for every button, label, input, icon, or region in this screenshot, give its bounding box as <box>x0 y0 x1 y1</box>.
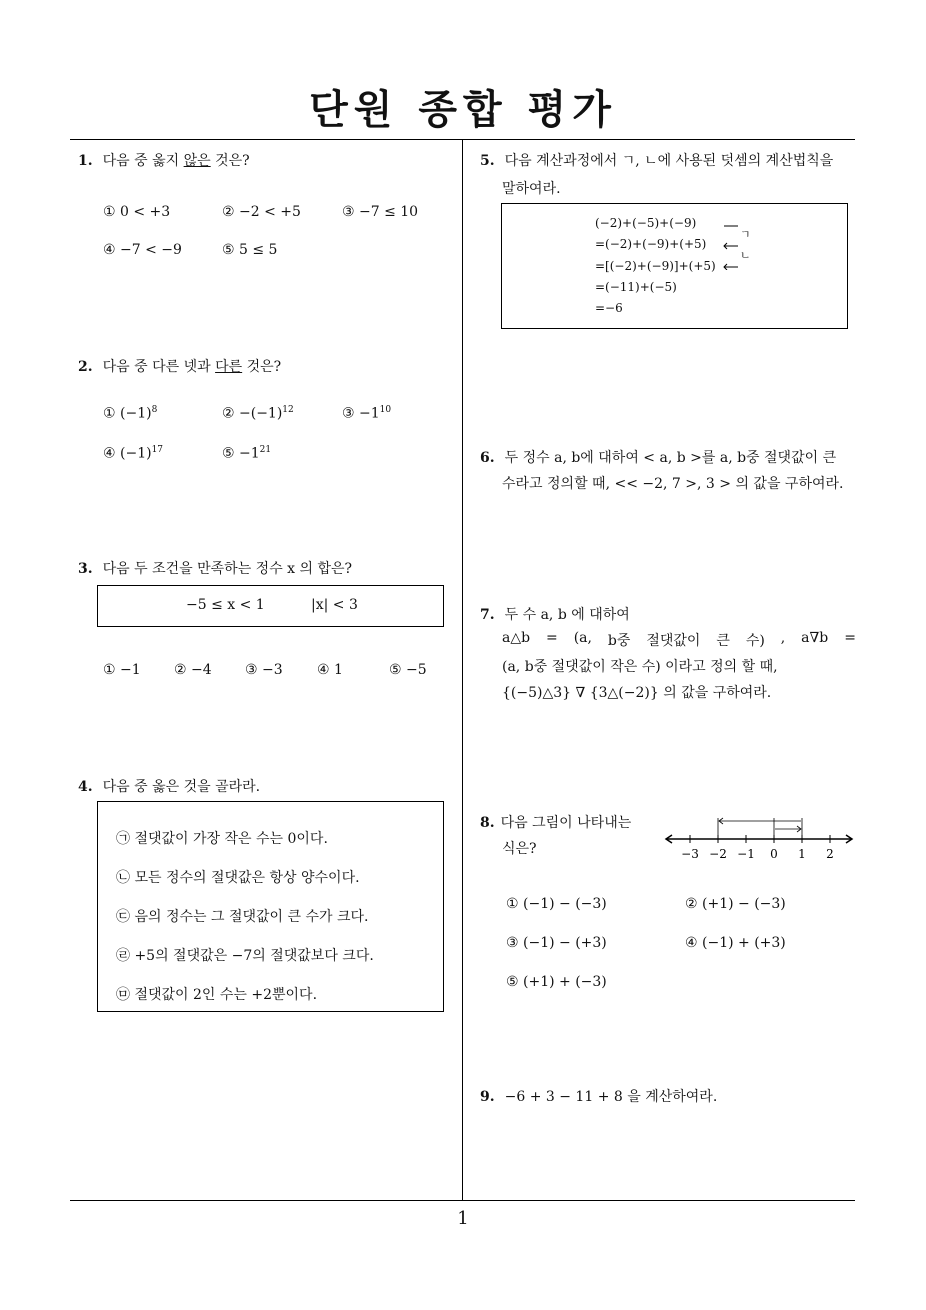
question-6-line-2: 수라고 정의할 때, << −2, 7 >, 3 > 의 값을 구하여라. <box>502 476 844 492</box>
column-divider <box>462 140 463 1201</box>
question-number: 1. <box>78 153 93 169</box>
question-7: 7. 두 수 a, b 에 대하여 <box>480 607 630 623</box>
choice-2[interactable]: ② −2 < +5 <box>222 204 301 220</box>
choice-1[interactable]: ① 0 < +3 <box>103 204 171 220</box>
condition-1: −5 ≤ x < 1 <box>186 597 265 613</box>
choice-5[interactable]: ⑤ $-1^{21}$ <box>222 445 272 462</box>
question-5: 5. 다음 계산과정에서 ㄱ, ㄴ에 사용된 덧셈의 계산법칙을 <box>480 153 834 169</box>
choice-4[interactable]: ④ −7 < −9 <box>103 242 182 258</box>
tick-label: −2 <box>709 847 727 861</box>
tick-label: −1 <box>737 847 755 861</box>
choice-1[interactable]: ① −1 <box>103 662 141 678</box>
choice-4[interactable]: ④ (−1) + (+3) <box>685 935 786 951</box>
question-8-line-2: 식은? <box>502 841 537 857</box>
tick-label: 2 <box>826 847 834 861</box>
page-title: 단원 종합 평가 <box>309 87 617 133</box>
choice-3[interactable]: ③ −3 <box>245 662 283 678</box>
number-line-diagram <box>660 810 860 864</box>
statement-item: ㉣ +5의 절댓값은 −7의 절댓값보다 크다. <box>116 948 374 964</box>
statement-item: ㉤ 절댓값이 2인 수는 +2뿐이다. <box>116 987 318 1003</box>
question-9: 9. −6 + 3 − 11 + 8 을 계산하여라. <box>480 1089 718 1105</box>
question-number: 9. <box>480 1089 495 1105</box>
statement-box <box>97 801 444 1012</box>
choice-5[interactable]: ⑤ −5 <box>389 662 427 678</box>
condition-2: |x| < 3 <box>311 597 358 613</box>
question-5-line-2: 말하여라. <box>502 181 561 197</box>
question-number: 7. <box>480 607 495 623</box>
question-number: 4. <box>78 779 93 795</box>
choice-3[interactable]: ③ $-1^{10}$ <box>342 405 392 422</box>
choice-2[interactable]: ② (+1) − (−3) <box>685 896 786 912</box>
question-1: 1. 다음 중 옳지 않은 것은? <box>78 153 250 169</box>
tick-label: 0 <box>770 847 778 861</box>
choice-2[interactable]: ② −4 <box>174 662 212 678</box>
tick-label: 1 <box>798 847 806 861</box>
question-2: 2. 다음 중 다른 넷과 다른 것은? <box>78 359 282 375</box>
statement-item: ㉠ 절댓값이 가장 작은 수는 0이다. <box>116 831 328 847</box>
choice-5[interactable]: ⑤ 5 ≤ 5 <box>222 242 278 258</box>
question-8: 8. 다음 그림이 나타내는 <box>480 815 632 831</box>
choice-1[interactable]: ① $(-1)^8$ <box>103 405 158 422</box>
question-4: 4. 다음 중 옳은 것을 골라라. <box>78 779 261 795</box>
mark-giyeok: ㄱ <box>740 228 751 241</box>
tick-label: −3 <box>681 847 699 861</box>
statement-item: ㉡ 모든 정수의 절댓값은 항상 양수이다. <box>116 870 360 886</box>
calc-line: =−6 <box>595 301 623 315</box>
choice-4[interactable]: ④ $(-1)^{17}$ <box>103 445 164 462</box>
condition-box <box>97 585 444 627</box>
question-6: 6. 두 정수 a, b에 대하여 < a, b >를 a, b중 절댓값이 큰 <box>480 450 837 466</box>
choice-2[interactable]: ② $-(-1)^{12}$ <box>222 405 294 422</box>
question-3: 3. 다음 두 조건을 만족하는 정수 x 의 합은? <box>78 561 353 577</box>
calc-line: (−2)+(−5)+(−9) <box>595 216 697 230</box>
bottom-divider <box>70 1200 855 1201</box>
question-7-line-4: {(−5)△3} ∇ {3△(−2)} 의 값을 구하여라. <box>502 685 772 701</box>
choice-1[interactable]: ① (−1) − (−3) <box>506 896 607 912</box>
question-number: 2. <box>78 359 93 375</box>
question-number: 3. <box>78 561 93 577</box>
question-7-line-3: (a, b중 절댓값이 작은 수) 이라고 정의 할 때, <box>502 659 778 675</box>
choice-4[interactable]: ④ 1 <box>317 662 343 678</box>
choice-5[interactable]: ⑤ (+1) + (−3) <box>506 974 607 990</box>
question-number: 8. <box>480 815 495 831</box>
question-7-line-2: a△b = (a, b중 절댓값이 큰 수) , a∇b = <box>502 630 856 649</box>
statement-item: ㉢ 음의 정수는 그 절댓값이 큰 수가 크다. <box>116 909 369 925</box>
calc-line: =(−11)+(−5) <box>595 280 677 294</box>
calc-line: =[(−2)+(−9)]+(+5) <box>595 259 716 273</box>
mark-nieun: ㄴ <box>740 249 751 262</box>
choice-3[interactable]: ③ −7 ≤ 10 <box>342 204 419 220</box>
calculation-box <box>501 203 848 329</box>
question-number: 5. <box>480 153 495 169</box>
question-number: 6. <box>480 450 495 466</box>
calc-line: =(−2)+(−9)+(+5) <box>595 237 707 251</box>
page-number: 1 <box>457 1208 469 1229</box>
choice-3[interactable]: ③ (−1) − (+3) <box>506 935 607 951</box>
